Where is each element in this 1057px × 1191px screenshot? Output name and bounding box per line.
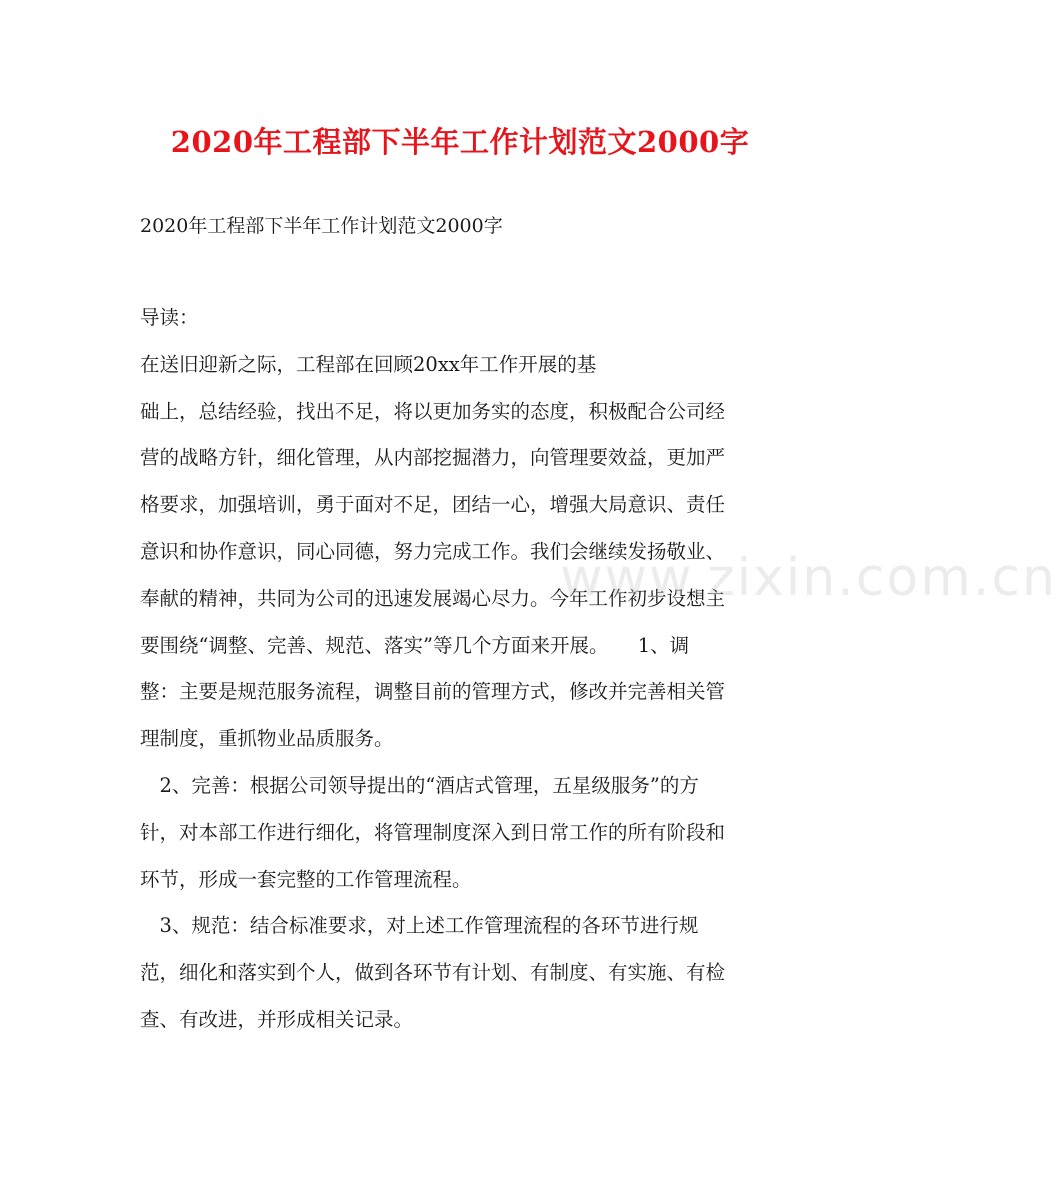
- body-line: 3、规范：结合标准要求，对上述工作管理流程的各环节进行规: [140, 914, 699, 938]
- watermark: www.zixin.com.cn: [560, 548, 1057, 608]
- body-line: 格要求，加强培训，勇于面对不足，团结一心，增强大局意识、责任: [140, 493, 726, 517]
- body-line: 奉献的精神，共同为公司的迅速发展竭心尽力。今年工作初步设想主: [140, 586, 726, 610]
- document-subtitle: 2020年工程部下半年工作计划范文2000字: [140, 215, 503, 237]
- document-body: [140, 300, 780, 1049]
- intro-label: 导读：: [140, 306, 199, 329]
- body-line: 营的战略方针，细化管理，从内部挖掘潜力，向管理要效益，更加严: [140, 446, 726, 470]
- document-title: 2020年工程部下半年工作计划范文2000字: [170, 125, 750, 159]
- body-line: 针，对本部工作进行细化，将管理制度深入到日常工作的所有阶段和: [140, 820, 726, 844]
- body-line: 理制度，重抓物业品质服务。: [140, 727, 394, 751]
- body-line: 环节，形成一套完整的工作管理流程。: [140, 867, 472, 891]
- body-line: 础上，总结经验，找出不足，将以更加务实的态度，积极配合公司经: [140, 399, 726, 423]
- body-line: 在送旧迎新之际，工程部在回顾20xx年工作开展的基: [140, 352, 597, 376]
- body-line: 查、有改进，并形成相关记录。: [140, 1007, 414, 1031]
- body-line: 意识和协作意识，同心同德，努力完成工作。我们会继续发扬敬业、: [140, 539, 726, 563]
- body-line: 要围绕“调整、完善、规范、落实”等几个方面来开展。 1、调: [140, 633, 690, 657]
- body-line: 整：主要是规范服务流程，调整目前的管理方式，修改并完善相关管: [140, 680, 726, 704]
- body-line: 2、完善：根据公司领导提出的“酒店式管理，五星级服务”的方: [140, 773, 699, 797]
- body-line: 范，细化和落实到个人，做到各环节有计划、有制度、有实施、有检: [140, 961, 726, 985]
